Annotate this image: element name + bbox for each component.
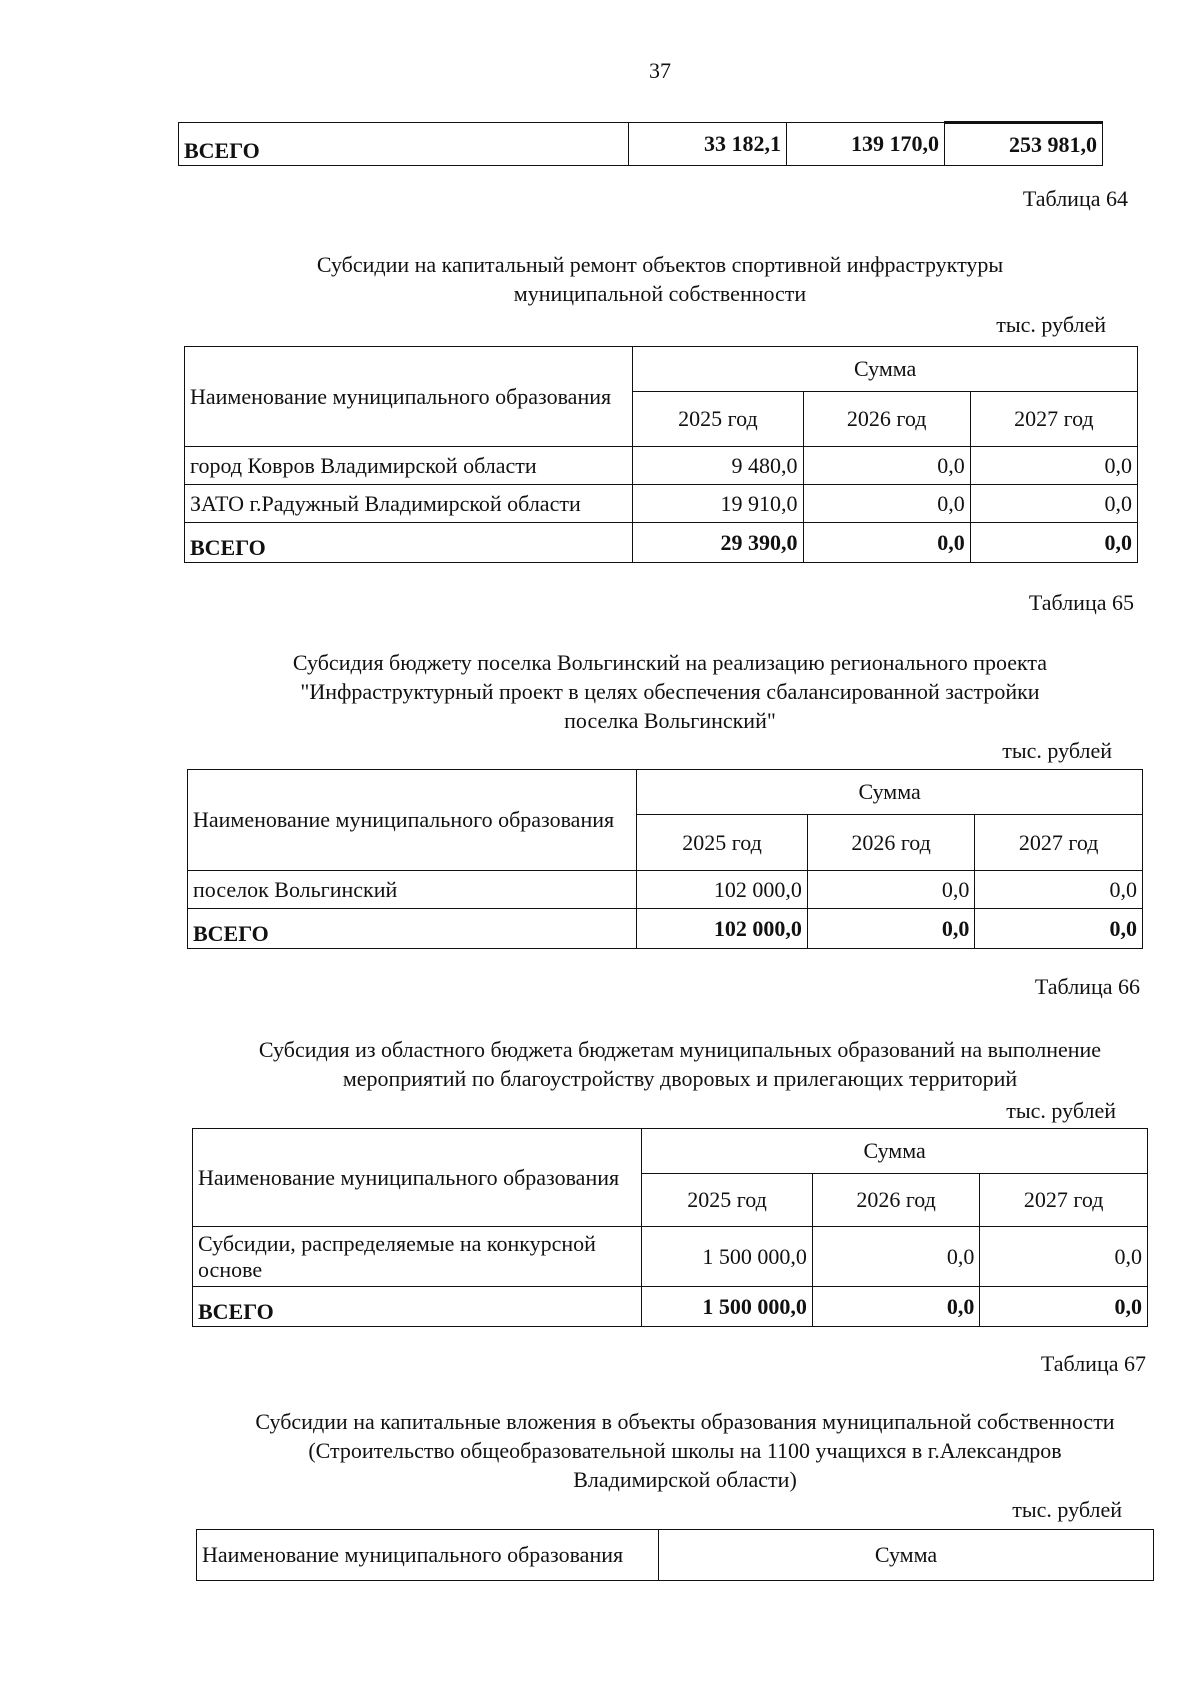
header-year-2026: 2026 год [812, 1174, 980, 1227]
row-name: поселок Вольгинский [188, 871, 637, 909]
table-65 [187, 769, 1143, 949]
row-name: ЗАТО г.Радужный Владимирской области [185, 485, 633, 523]
carryover-total-label: ВСЕГО [179, 123, 629, 166]
table-row [193, 1227, 1148, 1287]
total-row [185, 523, 1138, 563]
header-year-2026: 2026 год [807, 815, 975, 871]
table-66-title: Субсидия из областного бюджета бюджетам муниципальных образований на выполнение мероприятий по благоустройству дворовых и прилегающих территорий [258, 1037, 1102, 1091]
row-value-2026: 0,0 [812, 1227, 980, 1287]
table-66-label: Таблица 66 [1034, 974, 1140, 999]
table-65-title: Субсидия бюджету поселка Вольгинский на реализацию регионального проекта "Инфраструктурный проект в целях обеспечения сбалансированной застройки поселка Вольгинский" [292, 650, 1048, 733]
header-name: Наименование муниципального образования [188, 770, 637, 871]
row-value-2025: 9 480,0 [633, 447, 803, 485]
carryover-total-2025: 33 182,1 [628, 123, 786, 166]
total-2027: 0,0 [980, 1287, 1148, 1327]
header-name: Наименование муниципального образования [193, 1129, 642, 1227]
table-67 [196, 1529, 1154, 1581]
header-sum: Сумма [659, 1530, 1154, 1581]
carryover-total-2026: 139 170,0 [786, 123, 944, 166]
total-2025: 102 000,0 [637, 909, 808, 949]
total-2025: 1 500 000,0 [642, 1287, 813, 1327]
header-name: Наименование муниципального образования [197, 1530, 659, 1581]
total-label: ВСЕГО [185, 523, 633, 563]
table-row [185, 485, 1138, 523]
table-row [185, 447, 1138, 485]
row-value-2025: 1 500 000,0 [642, 1227, 813, 1287]
header-year-2025: 2025 год [642, 1174, 813, 1227]
row-value-2026: 0,0 [807, 871, 975, 909]
total-2026: 0,0 [803, 523, 970, 563]
table-66-units: тыс. рублей [1006, 1098, 1116, 1123]
table-64-label: Таблица 64 [1022, 186, 1128, 211]
table-67-units: тыс. рублей [1012, 1497, 1122, 1522]
carryover-total-2027: 253 981,0 [944, 123, 1102, 166]
row-value-2026: 0,0 [803, 447, 970, 485]
total-row [193, 1287, 1148, 1327]
row-value-2025: 102 000,0 [637, 871, 808, 909]
total-label: ВСЕГО [188, 909, 637, 949]
total-2027: 0,0 [970, 523, 1137, 563]
header-name: Наименование муниципального образования [185, 347, 633, 447]
header-year-2027: 2027 год [980, 1174, 1148, 1227]
header-sum: Сумма [637, 770, 1143, 815]
table-67-label: Таблица 67 [1040, 1351, 1146, 1376]
total-2026: 0,0 [812, 1287, 980, 1327]
total-2026: 0,0 [807, 909, 975, 949]
page-number: 37 [649, 58, 671, 83]
total-row [188, 909, 1143, 949]
row-value-2027: 0,0 [980, 1227, 1148, 1287]
row-value-2026: 0,0 [803, 485, 970, 523]
table-row [188, 871, 1143, 909]
header-sum: Сумма [633, 347, 1138, 392]
row-name: Субсидии, распределяемые на конкурсной основе [193, 1227, 642, 1287]
header-sum: Сумма [642, 1129, 1148, 1174]
header-year-2027: 2027 год [970, 392, 1137, 447]
table-64 [184, 346, 1138, 563]
header-year-2026: 2026 год [803, 392, 970, 447]
row-value-2027: 0,0 [970, 485, 1137, 523]
header-year-2025: 2025 год [633, 392, 803, 447]
total-2027: 0,0 [975, 909, 1143, 949]
total-label: ВСЕГО [193, 1287, 642, 1327]
table-64-units: тыс. рублей [996, 312, 1106, 337]
table-64-title: Субсидии на капитальный ремонт объектов спортивной инфраструктуры муниципальной собственности [316, 252, 1004, 306]
table-65-units: тыс. рублей [1002, 738, 1112, 763]
table-65-label: Таблица 65 [1028, 590, 1134, 615]
carryover-total-table [178, 121, 1103, 166]
row-name: город Ковров Владимирской области [185, 447, 633, 485]
table-66 [192, 1128, 1148, 1327]
total-2025: 29 390,0 [633, 523, 803, 563]
row-value-2025: 19 910,0 [633, 485, 803, 523]
table-67-title: Субсидии на капитальные вложения в объекты образования муниципальной собственности (Строительство общеобразовательной школы на 1100 учащихся в г.Александров Владимирской области) [255, 1409, 1115, 1492]
header-year-2027: 2027 год [975, 815, 1143, 871]
row-value-2027: 0,0 [970, 447, 1137, 485]
header-year-2025: 2025 год [637, 815, 808, 871]
row-value-2027: 0,0 [975, 871, 1143, 909]
